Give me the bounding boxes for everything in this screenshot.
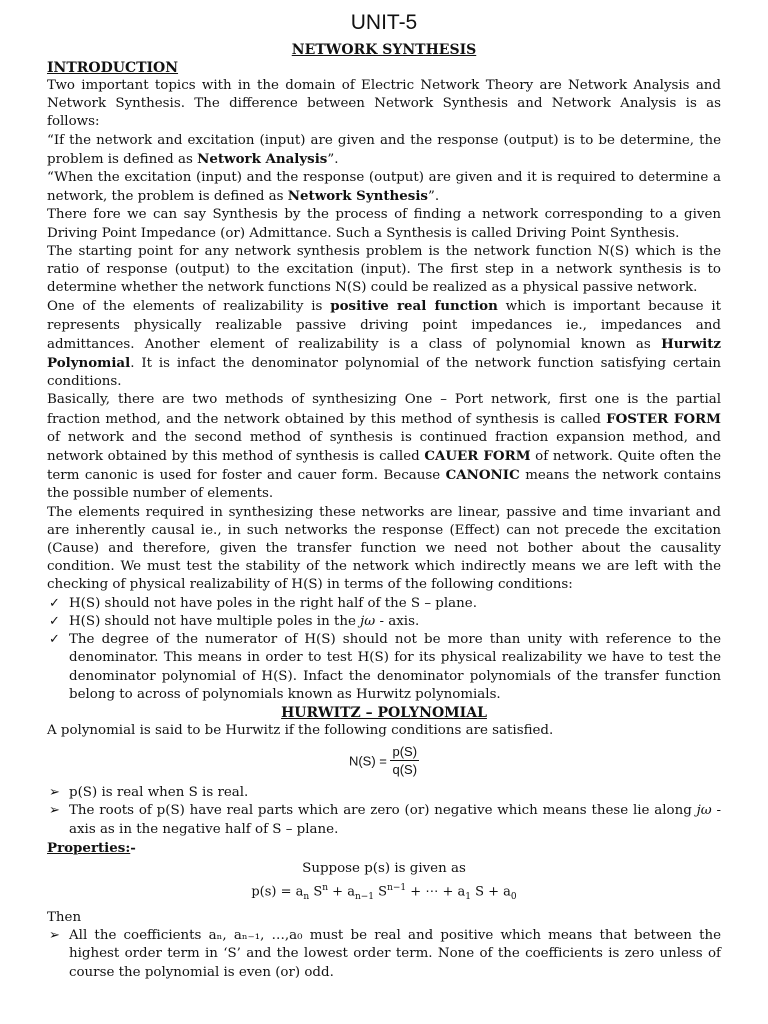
formula-denominator: q(S)	[392, 762, 418, 778]
check-icon: ✓	[49, 613, 60, 629]
properties-line: Properties:-	[47, 839, 136, 856]
introduction-heading: INTRODUCTION	[47, 60, 179, 76]
properties-list	[47, 927, 721, 982]
intro-paragraph-6: One of the elements of realizability is positive real function which is important because it represents physically realizable passive driving point impedances ie., impedances and admittances. Another element of realizability is a class of polynomial known as Hurwitz Polynomial. It is infact the denominator polynomial of the network function satisfying certain conditions.	[47, 298, 721, 390]
intro-paragraph-2: “If the network and excitation (input) are given and the response (output) is to be determine, the problem is defined as Network Analysis”.	[47, 132, 721, 167]
formula-lhs: N(S) =	[348, 753, 391, 769]
intro-paragraph-5: The starting point for any network synthesis problem is the network function N(S) which is the ratio of response (output) to the excitation (input). The first step in a network synthesis is to determine whether the network functions N(S) could be realized as a physical passive network.	[47, 243, 721, 296]
network-function-formula	[47, 744, 721, 780]
list-item: ➢ All the coefficients aₙ, aₙ₋₁, …,a₀ must be real and positive which means that between the highest order term in ‘S’ and the lowest order term. None of the coefficients is zero unless of course the polynomial is even (or) odd.	[49, 928, 721, 980]
check-icon: ✓	[49, 595, 60, 611]
hurwitz-paragraph: A polynomial is said to be Hurwitz if the following conditions are satisfied.	[47, 722, 554, 738]
list-item: ✓ H(S) should not have poles in the right half of the S – plane.	[47, 595, 721, 613]
conditions-checklist	[47, 595, 721, 704]
intro-paragraph-7: Basically, there are two methods of synthesizing One – Port network, first one is the partial fraction method, and the network obtained by this method of synthesis is called FOSTER FORM of network and the second method of synthesis is continued fraction expansion method, and network obtained by this method of synthesis is called CAUER FORM of network. Quite often the term canonic is used for foster and cauer form. Because CANONIC means the network contains the possible number of elements.	[47, 392, 721, 502]
list-item: ✓ The degree of the numerator of H(S) should not be more than unity with reference to the denominator. This means in order to test H(S) for its physical realizability we have to test the denominator polynomial of H(S). Infact the denominator polynomials of the transfer function belong to across of polynomials known as Hurwitz polynomials.	[49, 632, 721, 702]
suppose-line: Suppose p(s) is given as	[302, 860, 466, 876]
hurwitz-heading: HURWITZ – POLYNOMIAL	[281, 704, 487, 721]
polynomial-formula: $p(s) = a_n$ $S^n + a_{n-1}$ $S^{n-1}$ + ⋯ + $a_1$ $S + a_0$	[251, 883, 517, 903]
list-item: ➢ The roots of p(S) have real parts which are zero (or) negative which means these lie along jω - axis as in the negative half of S – plane.	[49, 803, 721, 837]
formula-fraction	[390, 744, 419, 778]
unit-title: UNIT-5	[350, 11, 418, 34]
arrow-bullet-icon: ➢	[49, 803, 60, 819]
intro-paragraph-8: The elements required in synthesizing these networks are linear, passive and time invariant and are inherently causal ie., in such networks the response (Effect) can not precede the excitation (Cause) and therefore, given the transfer function we need not bother about the causality condition. We must test the stability of the network which indirectly means we are left with the checking of physical realizability of H(S) in terms of the following conditions:	[47, 504, 721, 593]
document-page	[47, 10, 721, 982]
list-item: ✓ H(S) should not have multiple poles in the jω - axis.	[47, 613, 721, 631]
check-icon: ✓	[49, 632, 60, 648]
document-title: NETWORK SYNTHESIS	[291, 42, 477, 58]
arrow-bullet-icon: ➢	[49, 785, 60, 801]
intro-paragraph-3: “When the excitation (input) and the response (output) are given and it is required to determine a network, the problem is defined as Network Synthesis”.	[47, 170, 721, 205]
hurwitz-conditions-list	[47, 784, 721, 839]
then-line: Then	[47, 910, 82, 926]
intro-paragraph-4: There fore we can say Synthesis by the process of finding a network corresponding to a given Driving Point Impedance (or) Admittance. Such a Synthesis is called Driving Point Synthesis.	[47, 207, 721, 241]
intro-paragraph-1: Two important topics with in the domain of Electric Network Theory are Network Analysis and Network Synthesis. The difference between Network Synthesis and Network Analysis is as follows:	[47, 78, 721, 130]
list-item: ➢ p(S) is real when S is real.	[47, 784, 721, 802]
arrow-bullet-icon: ➢	[49, 928, 60, 944]
formula-numerator: p(S)	[392, 744, 418, 760]
properties-heading: Properties:	[47, 839, 131, 856]
